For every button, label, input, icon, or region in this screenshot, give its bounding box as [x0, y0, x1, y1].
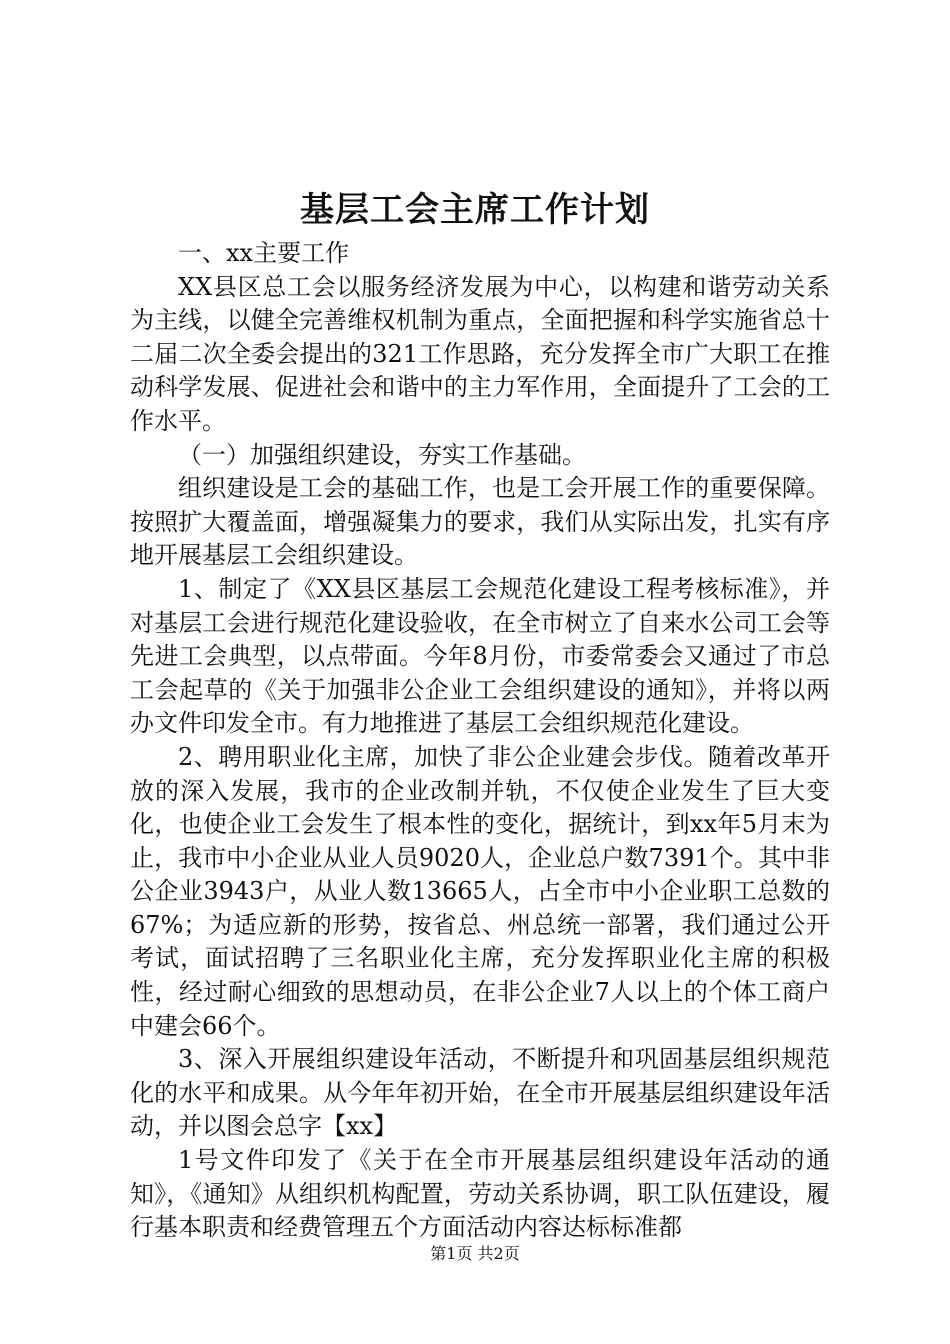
body-paragraph: 组织建设是工会的基础工作，也是工会开展工作的重要保障。按照扩大覆盖面，增强凝集力的要求，我们从实际出发，扎实有序地开展基层工会组织建设。 [130, 474, 830, 570]
page-title: 基层工会主席工作计划 [300, 190, 650, 230]
page-number-footer: 第1页 共2页 [430, 1244, 520, 1263]
list-item: 3、深入开展组织建设年活动，不断提升和巩固基层组织规范化的水平和成果。从今年年初开始，在全市开展基层组织建设年活动，并以图会总字【xx】 [130, 1045, 830, 1141]
subsection-heading: （一）加强组织建设，夯实工作基础。 [178, 440, 586, 469]
document-body [130, 237, 830, 1245]
list-item: 2、聘用职业化主席，加快了非公企业建会步伐。随着改革开放的深入发展，我市的企业改制并轨，不仅使企业发生了巨大变化，也使企业工会发生了根本性的变化，据统计，到xx年5月末为止，我市中小企业从业人员9020人，企业总户数7391个。其中非公企业3943户，从业人数13665人，占全市中小企业职工总数的67%；为适应新的形势，按省总、州总统一部署，我们通过公开考试，面试招聘了三名职业化主席，充分发挥职业化主席的积极性，经过耐心细致的思想动员，在非公企业7人以上的个体工商户中建会66个。 [130, 742, 830, 1040]
body-paragraph: XX县区总工会以服务经济发展为中心，以构建和谐劳动关系为主线，以健全完善维权机制为重点，全面把握和科学实施省总十二届二次全委会提出的321工作思路，充分发挥全市广大职工在推动科学发展、促进社会和谐中的主力军作用，全面提升了工会的工作水平。 [130, 272, 830, 435]
body-paragraph: 1号文件印发了《关于在全市开展基层组织建设年活动的通知》，《通知》从组织机构配置，劳动关系协调，职工队伍建设，履行基本职责和经费管理五个方面活动内容达标标准都 [130, 1146, 830, 1242]
list-item: 1、制定了《XX县区基层工会规范化建设工程考核标准》，并对基层工会进行规范化建设验收，在全市树立了自来水公司工会等先进工会典型，以点带面。今年8月份，市委常委会又通过了市总工会起草的《关于加强非公企业工会组织建设的通知》，并将以两办文件印发全市。有力地推进了基层工会组织规范化建设。 [130, 574, 830, 738]
section-heading: 一、xx主要工作 [178, 239, 350, 267]
